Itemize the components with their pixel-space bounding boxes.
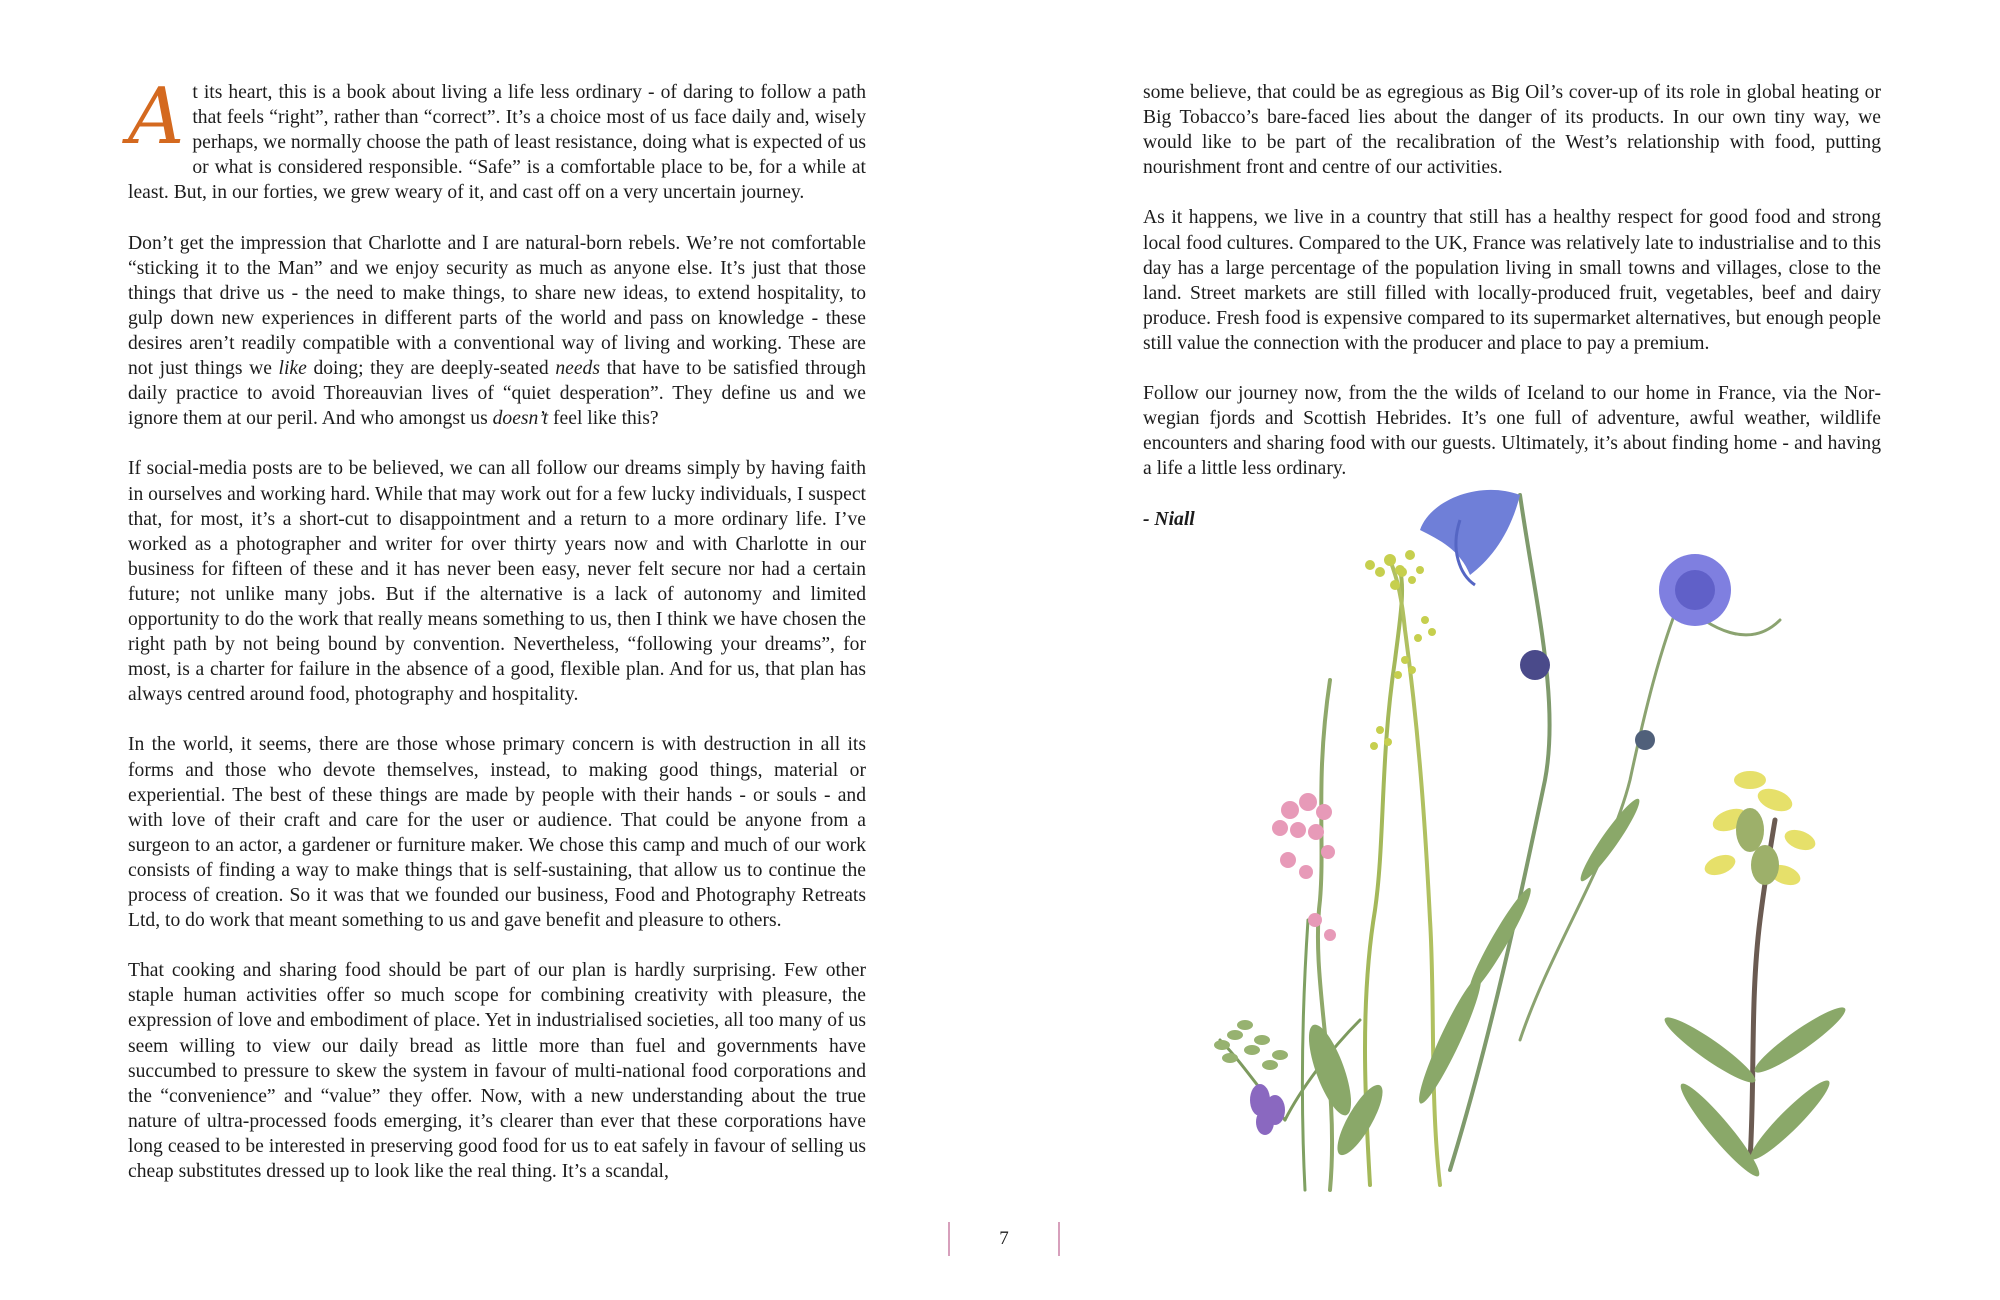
drop-cap: A — [128, 72, 185, 162]
paragraph-1: At its heart, this is a book about living a life less ordinary - of daring to follow a path that feels “right”, rather than “correct”. It’s a choice most of us face daily and, wisely perhaps, we normally choose the path of least resistance, doing what is expected of us or what is considered responsible. “Safe” is a comfortable place to be, for a while at least. But, in our forties, we grew weary of it, and cast off on a very uncertain journey. — [128, 72, 866, 204]
paragraph-6: some believe, that could be as egregious as Big Oil’s cover-up of its role in global heating or Big Tobacco’s bare-faced lies about the danger of its products. In our own tiny way, we would like to be part of the recalibration of the West’s relationship with food, putting nourishment front and centre of our activities. — [1143, 82, 1881, 179]
folio-rule-right — [1058, 1222, 1060, 1256]
paragraph-4: In the world, it seems, there are those whose primary concern is with destruction in all its forms and those who devote themselves, instead, to making good things, material or experiential. The best of these things are made by people with their hands - or souls - and with love of their craft and care for the user or audience. That could be anyone from a surgeon to an actor, a gardener or furniture maker. We chose this camp and much of our work consists of finding a way to make things that is self-sustaining, that allow us to continue the process of creation. So it was that we founded our business, Food and Photography Retreats Ltd, to do work that meant something to us and gave benefit and pleasure to others. — [128, 734, 866, 932]
paragraph-5: That cooking and sharing food should be part of our plan is hardly surprising. Few other staple human activities offer so much scope for combining creativity with pleasure, the expression of love and embodiment of place. Yet in industrialised societies, all too many of us seem willing to view our daily bread as little more than fuel and governments have succumbed to pressure to skew the system in favour of multi-national food corporations and the “convenience” and “value” they offer. Now, with a new understanding about the true nature of ultra-processed foods emerging, it’s clearer than ever that these corporations have long ceased to be interested in preserving good food for us to eat safely in favour of selling us cheap substitutes dressed up to look like the real thing. It’s a scandal, — [128, 960, 866, 1183]
page-number: 7 — [999, 1228, 1009, 1249]
harebell-stem — [1450, 495, 1550, 1170]
centaury-stem — [1302, 920, 1308, 1190]
paragraph-8: Follow our journey now, from the the wilds of Iceland to our home in France, via the Norwegian fjords and Scottish Hebrides. It’s one full of adventure, awful weather, wildlife encounters and sharing food with our guests. Ultimately, it’s about finding home - and having a life a little less ordinary. — [1143, 383, 1881, 480]
vetch-flowers — [1250, 1084, 1285, 1135]
scabious-bud — [1520, 650, 1550, 680]
author-signoff: - Niall — [1143, 508, 1195, 530]
paragraph-3: If social-media posts are to be believed, we can all follow our dreams simply by having faith in ourselves and working hard. While that may work out for a few lucky individuals, I suspect that, for most, it’s a short-cut to disappointment and a return to a more ordinary life. I’ve worked as a photographer and writer for over thirty years now and with Charlotte in our business for fifteen of these and it has never been easy, never felt secure nor had a certain future; not unlike many jobs. But if the alternative is a lack of autonomy and limited opportunity to do the work that really means something to us, then I think we have chosen the right path by not being bound by convention. Nevertheless, “following your dreams”, for most, is a charter for failure in the absence of a good, flexible plan. And for us, that plan has always centred around food, photography and hospitality. — [128, 458, 866, 706]
page-folio — [948, 1222, 1060, 1256]
paragraph-2: Don’t get the impression that Charlotte and I are natural-born rebels. We’re not comfortable “sticking it to the Man” and we enjoy security as much as anyone else. It’s just that those things that drive us - the need to make things, to share new ideas, to extend hospitality, to gulp down new experiences in different parts of the world and pass on knowledge - these desires aren’t readily compatible with a conventional way of living and working. These are not just things we like doing; they are deeply-seated needs that have to be satisfied through daily practice to avoid Thoreauvian lives of “quiet desperation”. They define us and we ignore them at our peril. And who amongst us doesn’t feel like this? — [128, 232, 866, 430]
harebell-flower — [1420, 490, 1520, 575]
paragraph-7: As it happens, we live in a country that still has a healthy respect for good food and strong local food cultures. Compared to the UK, France was relatively late to industrialise and to this day has a large percentage of the population living in small towns and villages, close to the land. Street markets are still filled with locally-produced fruit, vegetables, beef and dairy produce. Fresh food is expensive compared to its supermarket alternatives, but enough people still value the connection with the producer and place to pay a premium. — [1143, 207, 1881, 354]
left-page-text — [128, 72, 866, 1209]
centaury-flowers — [1272, 793, 1336, 941]
wildflower-illustration — [1190, 480, 1870, 1200]
